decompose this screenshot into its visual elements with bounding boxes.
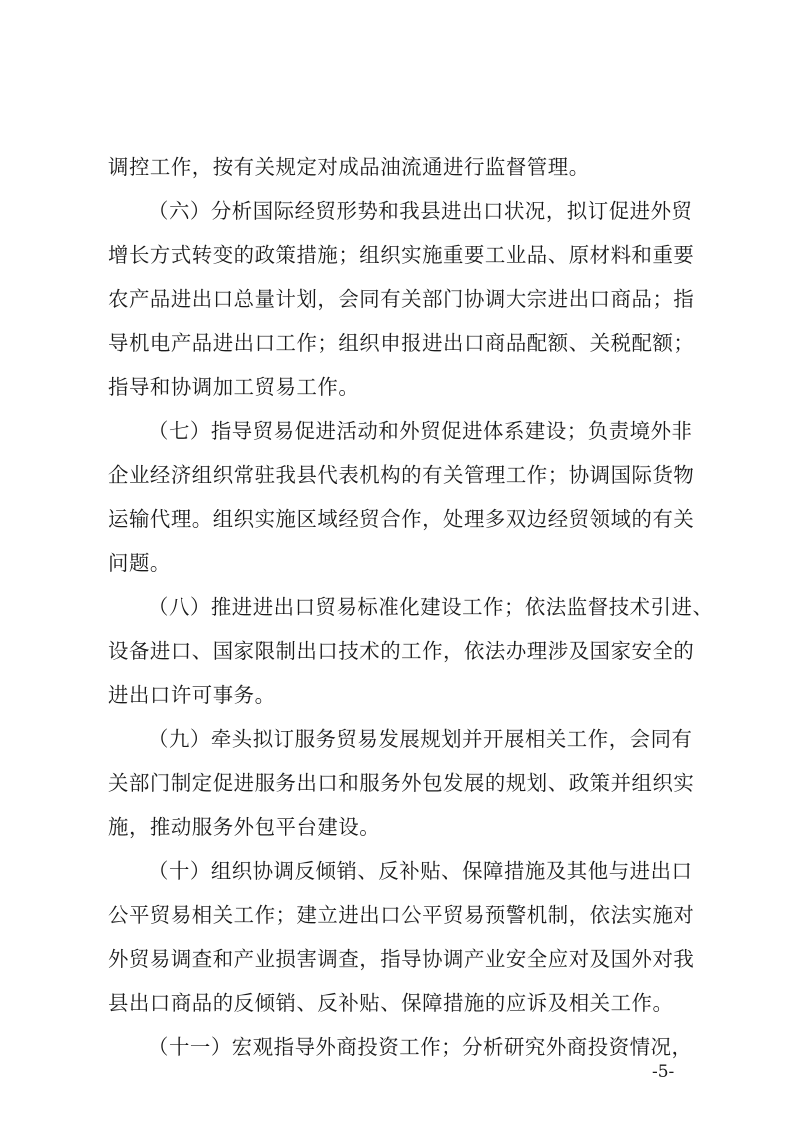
text-line: 问题。 [108,551,171,575]
text-line: 关部门制定促进服务出口和服务外包发展的规划、政策并组织实 [108,771,695,795]
text-line: （八）推进进出口贸易标准化建设工作；依法监督技术引进、 [148,595,714,619]
text-line: （六）分析国际经贸形势和我县进出口状况，拟订促进外贸 [148,199,693,223]
text-line: 农产品进出口总量计划，会同有关部门协调大宗进出口商品；指 [108,287,695,311]
text-line: 企业经济组织常驻我县代表机构的有关管理工作；协调国际货物 [108,463,695,487]
text-line: 进出口许可事务。 [108,683,276,707]
text-line: 导机电产品进出口工作；组织申报进出口商品配额、关税配额； [108,331,695,355]
text-line: 调控工作，按有关规定对成品油流通进行监督管理。 [108,155,590,179]
text-line: 县出口商品的反倾销、反补贴、保障措施的应诉及相关工作。 [108,991,674,1015]
text-line: 设备进口、国家限制出口技术的工作，依法办理涉及国家安全的 [108,639,695,663]
text-line: 指导和协调加工贸易工作。 [108,375,360,399]
text-line: 增长方式转变的政策措施；组织实施重要工业品、原材料和重要 [108,243,695,267]
text-line: 施，推动服务外包平台建设。 [108,815,381,839]
text-line: 运输代理。组织实施区域经贸合作，处理多双边经贸领域的有关 [108,507,695,531]
text-line: 公平贸易相关工作；建立进出口公平贸易预警机制，依法实施对 [108,903,695,927]
text-line: （十）组织协调反倾销、反补贴、保障措施及其他与进出口 [148,859,693,883]
page-number: -5- [652,1062,675,1082]
text-line: 外贸易调查和产业损害调查，指导协调产业安全应对及国外对我 [108,947,695,971]
text-line: （十一）宏观指导外商投资工作；分析研究外商投资情况， [148,1035,693,1059]
text-line: （七）指导贸易促进活动和外贸促进体系建设；负责境外非 [148,419,693,443]
text-line: （九）牵头拟订服务贸易发展规划并开展相关工作，会同有 [148,727,693,751]
